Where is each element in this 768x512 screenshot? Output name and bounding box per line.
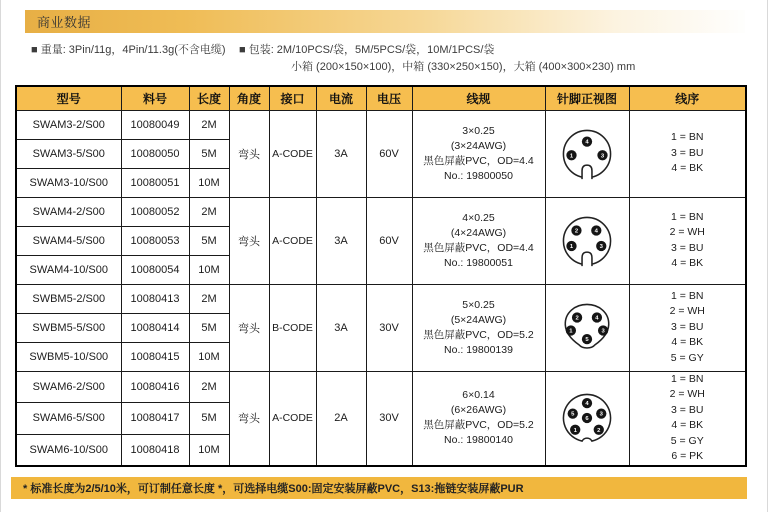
cell-wire-sequence bbox=[629, 371, 746, 466]
seq-line: 4 = BK bbox=[671, 257, 704, 269]
cell-interface: B-CODE bbox=[269, 284, 316, 371]
col-header-length: 长度 bbox=[189, 86, 229, 110]
table-header bbox=[16, 86, 746, 110]
svg-text:6: 6 bbox=[585, 416, 589, 423]
seq-line: 3 = BU bbox=[671, 241, 704, 254]
header-row bbox=[16, 86, 746, 110]
seq-line: 4 = BK bbox=[671, 162, 704, 175]
cell-model: SWAM6-2/S00 bbox=[16, 371, 121, 403]
seq-line: 1 = BN bbox=[671, 289, 704, 302]
cell-part-number: 10080418 bbox=[121, 434, 189, 466]
cell-model: SWAM4-2/S00 bbox=[16, 197, 121, 226]
cell-angle: 弯头 bbox=[229, 197, 269, 284]
svg-text:4: 4 bbox=[585, 401, 589, 408]
col-header-pin-view: 针脚正视图 bbox=[545, 86, 629, 110]
seq-line: 4 = BK bbox=[671, 419, 704, 431]
footnote-text: * 标准长度为2/5/10米，可订制任意长度 *，可选择电缆S00:固定安装屏蔽PVC，S13:拖链安装屏蔽PUR bbox=[23, 483, 524, 495]
cell-voltage: 60V bbox=[366, 110, 412, 197]
group-swbm5 bbox=[16, 284, 746, 371]
col-header-voltage: 电压 bbox=[366, 86, 412, 110]
seq-line: 6 = PK bbox=[671, 450, 704, 462]
svg-text:2: 2 bbox=[597, 427, 601, 434]
cell-model: SWBM5-2/S00 bbox=[16, 284, 121, 313]
table-row bbox=[16, 110, 746, 139]
cell-part-number: 10080413 bbox=[121, 284, 189, 313]
cell-length: 2M bbox=[189, 284, 229, 313]
packing-note bbox=[239, 42, 635, 75]
wire-awg: (3×24AWG) bbox=[450, 139, 507, 152]
cell-wire-spec bbox=[412, 284, 545, 371]
svg-text:1: 1 bbox=[569, 152, 574, 159]
seq-line: 3 = BU bbox=[671, 146, 704, 159]
cell-length: 5M bbox=[189, 403, 229, 435]
cell-pin-view bbox=[545, 197, 629, 284]
cell-wire-sequence bbox=[629, 197, 746, 284]
cell-pin-view bbox=[545, 110, 629, 197]
spec-table bbox=[15, 85, 747, 467]
cell-interface: A-CODE bbox=[269, 197, 316, 284]
seq-line: 1 = BN bbox=[671, 372, 704, 385]
svg-text:1: 1 bbox=[573, 427, 577, 434]
cell-length: 5M bbox=[189, 139, 229, 168]
table-row bbox=[16, 371, 746, 403]
cell-voltage: 30V bbox=[366, 371, 412, 466]
cell-length: 5M bbox=[189, 313, 229, 342]
cell-length: 2M bbox=[189, 110, 229, 139]
cell-wire-spec bbox=[412, 371, 545, 466]
wire-jacket: 黑色屏蔽PVC，OD=5.2 bbox=[423, 328, 534, 341]
wire-size: 5×0.25 bbox=[462, 298, 495, 311]
cell-model: SWAM3-10/S00 bbox=[16, 168, 121, 197]
weight-note: ■ 重量: 3Pin/11g，4Pin/11.3g(不含电缆) bbox=[31, 44, 226, 56]
col-header-wire-sequence: 线序 bbox=[629, 86, 746, 110]
pin-diagram-3pin bbox=[546, 123, 629, 185]
seq-line: 1 = BN bbox=[671, 210, 704, 223]
notes-block bbox=[31, 42, 751, 75]
col-header-current: 电流 bbox=[316, 86, 366, 110]
svg-text:4: 4 bbox=[594, 228, 598, 235]
svg-text:3: 3 bbox=[599, 411, 603, 418]
wire-no: No.: 19800140 bbox=[444, 434, 513, 446]
seq-line: 2 = WH bbox=[669, 388, 705, 400]
wire-awg: (4×24AWG) bbox=[450, 226, 507, 239]
cell-current: 3A bbox=[316, 197, 366, 284]
packing-line2: 小箱 (200×150×100)，中箱 (330×250×150)，大箱 (400×300×230) mm bbox=[291, 61, 636, 73]
cell-pin-view bbox=[545, 284, 629, 371]
cell-part-number: 10080414 bbox=[121, 313, 189, 342]
cell-current: 3A bbox=[316, 110, 366, 197]
cell-angle: 弯头 bbox=[229, 371, 269, 466]
packing-line1: ■ 包装: 2M/10PCS/袋，5M/5PCS/袋，10M/1PCS/袋 bbox=[239, 44, 495, 56]
wire-awg: (5×24AWG) bbox=[450, 313, 507, 326]
cell-part-number: 10080052 bbox=[121, 197, 189, 226]
page-title: 商业数据 bbox=[37, 15, 92, 30]
cell-part-number: 10080416 bbox=[121, 371, 189, 403]
wire-no: No.: 19800051 bbox=[444, 256, 513, 269]
cell-length: 10M bbox=[189, 168, 229, 197]
wire-no: No.: 19800139 bbox=[444, 343, 513, 356]
group-swam3 bbox=[16, 110, 746, 197]
section-title-bar bbox=[25, 10, 745, 33]
svg-text:3: 3 bbox=[601, 328, 605, 335]
cell-wire-sequence bbox=[629, 284, 746, 371]
wire-awg: (6×26AWG) bbox=[450, 404, 507, 416]
cell-current: 3A bbox=[316, 284, 366, 371]
cell-model: SWAM3-5/S00 bbox=[16, 139, 121, 168]
cell-model: SWAM6-5/S00 bbox=[16, 403, 121, 435]
col-header-model: 型号 bbox=[16, 86, 121, 110]
col-header-part-number: 料号 bbox=[121, 86, 189, 110]
cell-wire-sequence bbox=[629, 110, 746, 197]
seq-line: 2 = WH bbox=[669, 226, 705, 238]
svg-text:1: 1 bbox=[569, 328, 573, 335]
cell-interface: A-CODE bbox=[269, 371, 316, 466]
cell-length: 2M bbox=[189, 197, 229, 226]
cell-part-number: 10080415 bbox=[121, 342, 189, 371]
cell-model: SWAM4-10/S00 bbox=[16, 255, 121, 284]
seq-line: 4 = BK bbox=[671, 336, 704, 349]
cell-length: 10M bbox=[189, 255, 229, 284]
cell-part-number: 10080049 bbox=[121, 110, 189, 139]
svg-text:5: 5 bbox=[571, 411, 575, 418]
cell-length: 2M bbox=[189, 371, 229, 403]
cell-model: SWAM3-2/S00 bbox=[16, 110, 121, 139]
cell-model: SWAM4-5/S00 bbox=[16, 226, 121, 255]
table-row bbox=[16, 197, 746, 226]
pin-diagram-6pin bbox=[546, 387, 629, 449]
cell-part-number: 10080054 bbox=[121, 255, 189, 284]
seq-line: 3 = BU bbox=[671, 403, 704, 416]
cell-interface: A-CODE bbox=[269, 110, 316, 197]
cell-wire-spec bbox=[412, 110, 545, 197]
wire-jacket: 黑色屏蔽PVC，OD=4.4 bbox=[423, 241, 534, 254]
cell-angle: 弯头 bbox=[229, 110, 269, 197]
cell-part-number: 10080051 bbox=[121, 168, 189, 197]
svg-text:3: 3 bbox=[600, 152, 605, 159]
cell-part-number: 10080417 bbox=[121, 403, 189, 435]
cell-pin-view bbox=[545, 371, 629, 466]
wire-jacket: 黑色屏蔽PVC，OD=5.2 bbox=[423, 419, 534, 431]
cell-model: SWBM5-5/S00 bbox=[16, 313, 121, 342]
cell-voltage: 30V bbox=[366, 284, 412, 371]
col-header-wire-spec: 线规 bbox=[412, 86, 545, 110]
cell-model: SWBM5-10/S00 bbox=[16, 342, 121, 371]
wire-no: No.: 19800050 bbox=[444, 169, 513, 182]
group-swam4 bbox=[16, 197, 746, 284]
pin-diagram-5pin bbox=[546, 297, 629, 359]
col-header-angle: 角度 bbox=[229, 86, 269, 110]
wire-jacket: 黑色屏蔽PVC，OD=4.4 bbox=[423, 154, 534, 167]
pin-diagram-4pin bbox=[546, 210, 629, 272]
seq-line: 3 = BU bbox=[671, 320, 704, 333]
cell-current: 2A bbox=[316, 371, 366, 466]
cell-part-number: 10080053 bbox=[121, 226, 189, 255]
cell-part-number: 10080050 bbox=[121, 139, 189, 168]
cell-model: SWAM6-10/S00 bbox=[16, 434, 121, 466]
svg-text:2: 2 bbox=[575, 315, 579, 322]
seq-line: 5 = GY bbox=[670, 434, 704, 447]
svg-text:3: 3 bbox=[599, 243, 603, 250]
cell-length: 5M bbox=[189, 226, 229, 255]
svg-text:5: 5 bbox=[585, 336, 589, 343]
cell-voltage: 60V bbox=[366, 197, 412, 284]
cell-length: 10M bbox=[189, 342, 229, 371]
group-swam6 bbox=[16, 371, 746, 466]
cell-wire-spec bbox=[412, 197, 545, 284]
wire-size: 3×0.25 bbox=[462, 124, 495, 137]
col-header-interface: 接口 bbox=[269, 86, 316, 110]
cell-angle: 弯头 bbox=[229, 284, 269, 371]
seq-line: 5 = GY bbox=[670, 351, 704, 364]
seq-line: 2 = WH bbox=[669, 305, 705, 318]
wire-size: 6×0.14 bbox=[462, 389, 495, 401]
cell-length: 10M bbox=[189, 434, 229, 466]
table-row bbox=[16, 284, 746, 313]
wire-size: 4×0.25 bbox=[462, 211, 495, 224]
footnote-bar bbox=[11, 477, 747, 499]
svg-text:1: 1 bbox=[569, 243, 574, 250]
svg-text:4: 4 bbox=[595, 315, 599, 322]
seq-line: 1 = BN bbox=[671, 131, 704, 144]
svg-text:4: 4 bbox=[585, 139, 589, 146]
svg-text:2: 2 bbox=[574, 228, 579, 235]
